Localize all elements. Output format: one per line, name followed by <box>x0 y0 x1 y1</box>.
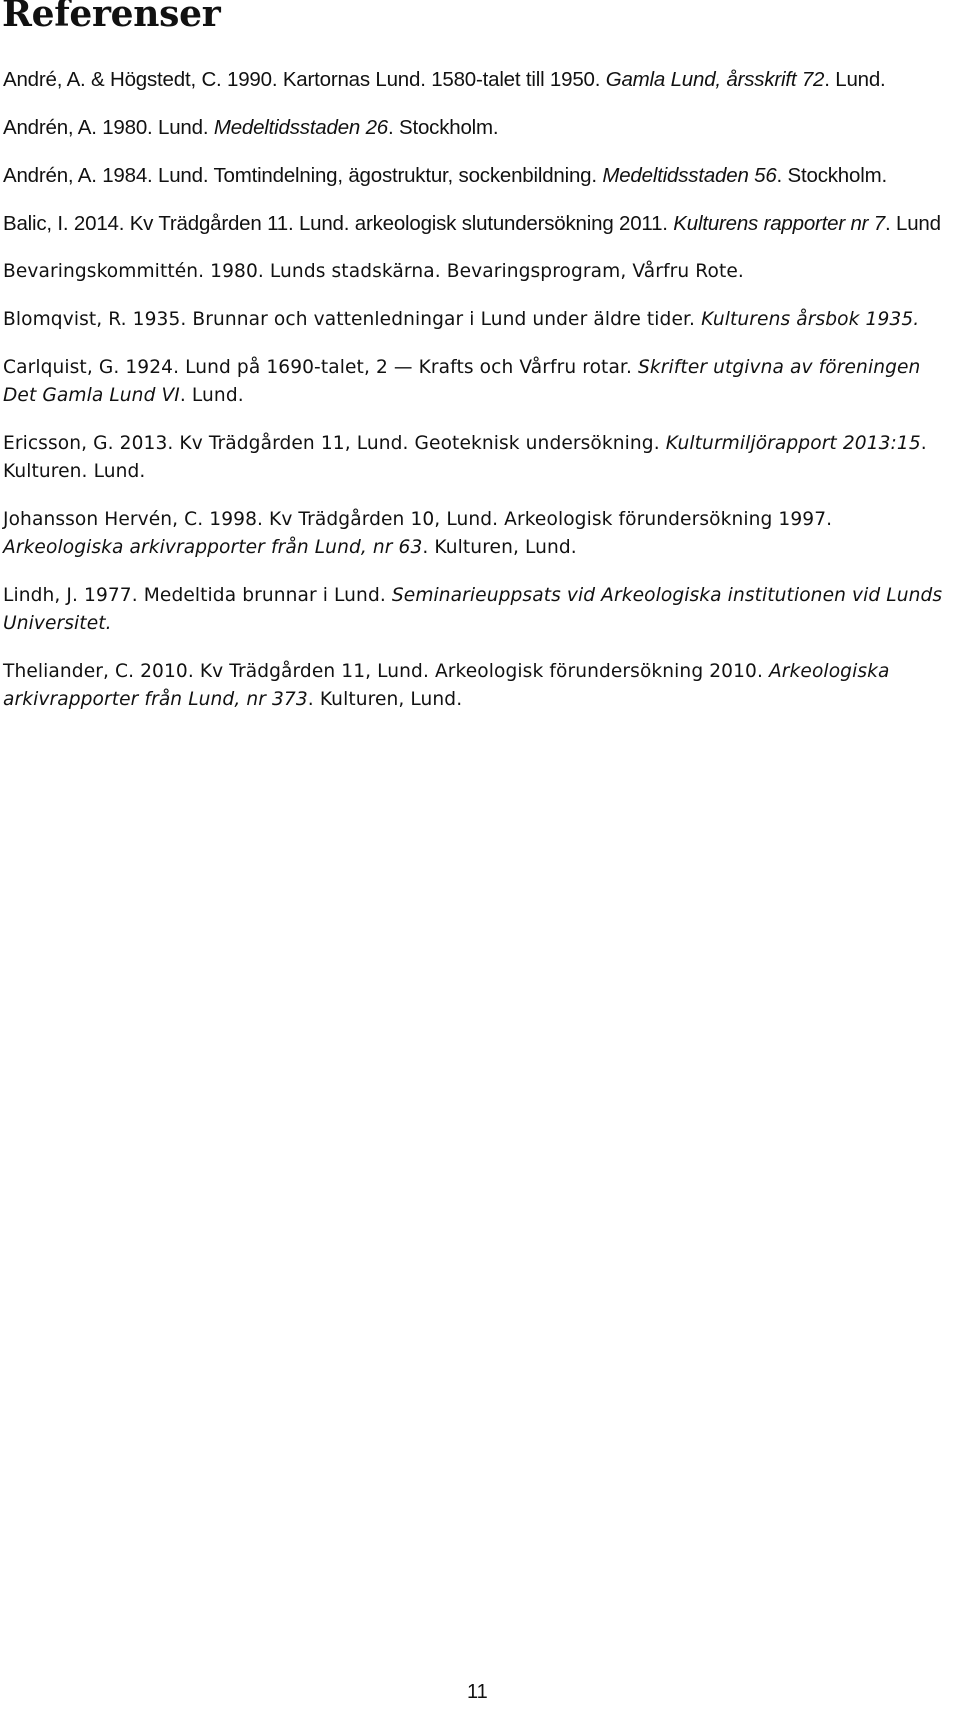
reference-text: Blomqvist, R. 1935. Brunnar och vattenledningar i Lund under äldre tider. <box>3 309 702 330</box>
reference-italic-text: Gamla Lund, årsskrift 72 <box>605 68 825 91</box>
reference-text: Ericsson, G. 2013. Kv Trädgården 11, Lund. Geoteknisk undersökning. <box>3 433 666 454</box>
reference-italic-text: Kulturens årsbok 1935. <box>701 309 920 330</box>
reference-italic-text: Seminarieuppsats vid Arkeologiska institutionen vid Lunds Universitet. <box>3 585 943 634</box>
reference-text: Lindh, J. 1977. Medeltida brunnar i Lund. <box>3 585 392 606</box>
reference-entry <box>3 114 953 142</box>
reference-text: . Lund <box>885 212 941 235</box>
reference-entry <box>3 506 953 562</box>
reference-entry <box>3 66 953 94</box>
reference-italic-text: Skrifter utgivna av föreningen Det Gamla Lund VI <box>3 357 921 406</box>
reference-text: Carlquist, G. 1924. Lund på 1690-talet, 2 — Krafts och Vårfru rotar. <box>3 357 638 378</box>
reference-italic-text: Medeltidsstaden 26 <box>213 116 389 139</box>
reference-italic-text: Kulturmiljörapport 2013:15 <box>665 433 921 454</box>
reference-text: Andrén, A. 1980. Lund. <box>3 116 214 139</box>
reference-italic-text: Arkeologiska arkivrapporter från Lund, nr 373 <box>3 661 890 710</box>
reference-italic-text: Kulturens rapporter nr 7 <box>673 212 885 235</box>
page-number: 11 <box>467 1681 488 1703</box>
reference-text: . Lund. <box>824 68 886 91</box>
reference-entry <box>3 258 953 286</box>
reference-italic-text: Arkeologiska arkivrapporter från Lund, nr 63 <box>3 537 423 558</box>
reference-entry <box>3 658 953 714</box>
reference-text: Theliander, C. 2010. Kv Trädgården 11, Lund. Arkeologisk förundersökning 2010. <box>3 661 769 682</box>
reference-entry <box>3 582 953 638</box>
reference-text: Johansson Hervén, C. 1998. Kv Trädgården 10, Lund. Arkeologisk förundersökning 1997. <box>3 509 833 530</box>
reference-text: . Lund. <box>179 385 244 406</box>
reference-text: . Stockholm. <box>776 164 887 187</box>
reference-text: Bevaringskommittén. 1980. Lunds stadskärna. Bevaringsprogram, Vårfru Rote. <box>3 261 744 282</box>
reference-text: Balic, I. 2014. Kv Trädgården 11. Lund. arkeologisk slutundersökning 2011. <box>3 212 674 235</box>
reference-entry <box>3 210 953 238</box>
page-heading: Referenser <box>2 0 221 35</box>
reference-list <box>3 66 953 734</box>
reference-text: . Stockholm. <box>388 116 499 139</box>
reference-entry <box>3 430 953 486</box>
reference-entry <box>3 306 953 334</box>
reference-text: André, A. & Högstedt, C. 1990. Kartornas Lund. 1580-talet till 1950. <box>3 68 606 91</box>
reference-text: Andrén, A. 1984. Lund. Tomtindelning, ägostruktur, sockenbildning. <box>3 164 603 187</box>
reference-text: . Kulturen. Lund. <box>3 433 927 482</box>
reference-text: . Kulturen, Lund. <box>307 689 463 710</box>
reference-entry <box>3 162 953 190</box>
reference-text: . Kulturen, Lund. <box>422 537 577 558</box>
reference-entry <box>3 354 953 410</box>
reference-italic-text: Medeltidsstaden 56 <box>602 164 777 187</box>
